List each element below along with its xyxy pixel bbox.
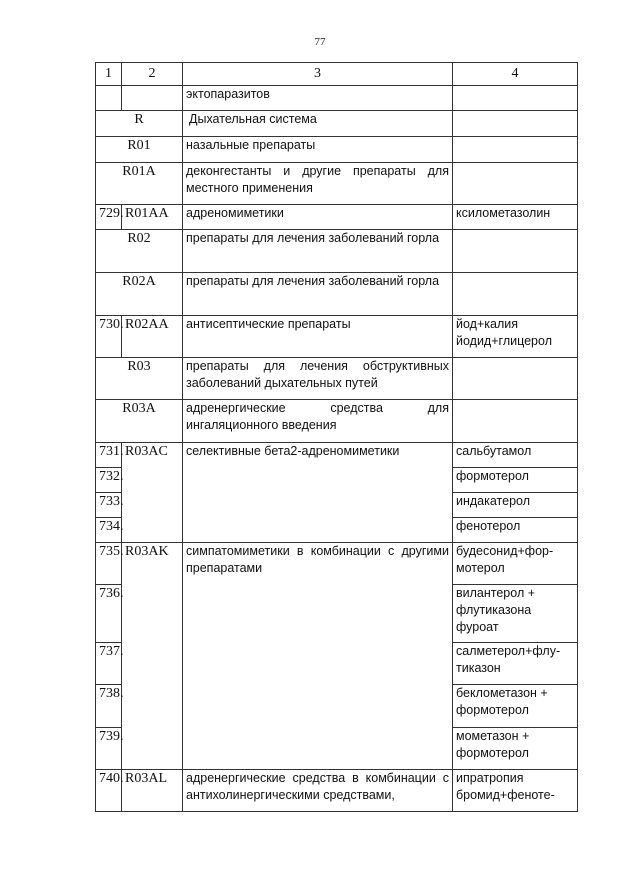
drug-name: мометазон + формотерол bbox=[453, 728, 578, 770]
row-number: 737. bbox=[96, 643, 122, 685]
group-description: селективные бета2-адреномиметики bbox=[183, 443, 453, 543]
table-row bbox=[96, 205, 578, 230]
atc-code: R03A bbox=[96, 400, 183, 443]
drug-name: йод+калия йодид+глицерол bbox=[453, 316, 578, 358]
atc-code: R02 bbox=[96, 230, 183, 273]
row-number: 732. bbox=[96, 468, 122, 493]
row-number: 739. bbox=[96, 728, 122, 770]
table-row bbox=[96, 770, 578, 812]
drug-name: беклометазон + формотерол bbox=[453, 685, 578, 728]
header-col-3: 3 bbox=[183, 63, 453, 86]
atc-code: R03 bbox=[96, 358, 183, 400]
atc-code: R03AL bbox=[122, 770, 183, 812]
drug-name: будесонид+фор-мотерол bbox=[453, 543, 578, 585]
group-description: препараты для лечения обструктивных заболеваний дыхательных путей bbox=[183, 358, 453, 400]
table-row bbox=[96, 400, 578, 443]
table-row bbox=[96, 163, 578, 205]
drug-name bbox=[453, 273, 578, 316]
atc-code: R01AA bbox=[122, 205, 183, 230]
drug-name: сальбутамол bbox=[453, 443, 578, 468]
group-description: назальные препараты bbox=[183, 137, 453, 163]
group-description: Дыхательная система bbox=[183, 111, 453, 137]
drug-name bbox=[453, 358, 578, 400]
group-description: антисептические препараты bbox=[183, 316, 453, 358]
header-col-2: 2 bbox=[122, 63, 183, 86]
group-description: эктопаразитов bbox=[183, 86, 453, 111]
table-row bbox=[96, 230, 578, 273]
drug-name: вилантерол + флутиказона фуроат bbox=[453, 585, 578, 643]
drug-name: ксилометазолин bbox=[453, 205, 578, 230]
atc-code: R01A bbox=[96, 163, 183, 205]
drug-name bbox=[453, 163, 578, 205]
atc-code: R01 bbox=[96, 137, 183, 163]
atc-code: R03AK bbox=[122, 543, 183, 770]
drug-name: ипратропия бромид+феноте- bbox=[453, 770, 578, 812]
group-description: деконгестанты и другие препараты для местного применения bbox=[183, 163, 453, 205]
row-number: 729. bbox=[96, 205, 122, 230]
table-row bbox=[96, 111, 578, 137]
header-col-4: 4 bbox=[453, 63, 578, 86]
group-description: препараты для лечения заболеваний горла bbox=[183, 273, 453, 316]
group-description: адренергические средства для ингаляционного введения bbox=[183, 400, 453, 443]
row-number: 733. bbox=[96, 493, 122, 518]
drug-name: индакатерол bbox=[453, 493, 578, 518]
drug-name: салметерол+флу-тиказон bbox=[453, 643, 578, 685]
atc-code: R03AC bbox=[122, 443, 183, 543]
drug-name bbox=[453, 111, 578, 137]
row-number: 735. bbox=[96, 543, 122, 585]
row-number: 730. bbox=[96, 316, 122, 358]
atc-code: R02A bbox=[96, 273, 183, 316]
table-row bbox=[96, 137, 578, 163]
group-description: препараты для лечения заболеваний горла bbox=[183, 230, 453, 273]
drug-name bbox=[453, 86, 578, 111]
table-row bbox=[96, 316, 578, 358]
header-col-1: 1 bbox=[96, 63, 122, 86]
row-number: 734. bbox=[96, 518, 122, 543]
row-number: 736. bbox=[96, 585, 122, 643]
table-row bbox=[96, 358, 578, 400]
drug-name: формотерол bbox=[453, 468, 578, 493]
atc-code: R bbox=[96, 111, 183, 137]
page-number: 77 bbox=[314, 36, 326, 48]
drug-name: фенотерол bbox=[453, 518, 578, 543]
table-row bbox=[96, 543, 578, 585]
drug-name bbox=[453, 400, 578, 443]
table-row bbox=[96, 273, 578, 316]
atc-code: R02AA bbox=[122, 316, 183, 358]
group-description: адренергические средства в комбинации с антихолинергическими средствами, bbox=[183, 770, 453, 812]
drug-name bbox=[453, 230, 578, 273]
table-row bbox=[96, 443, 578, 468]
group-description: симпатомиметики в комбинации с другими препаратами bbox=[183, 543, 453, 770]
drug-name bbox=[453, 137, 578, 163]
atc-code bbox=[122, 86, 183, 111]
drug-table bbox=[95, 62, 578, 812]
group-description: адреномиметики bbox=[183, 205, 453, 230]
row-number: 731. bbox=[96, 443, 122, 468]
table-row bbox=[96, 86, 578, 111]
row-number: 738. bbox=[96, 685, 122, 728]
row-number: 740. bbox=[96, 770, 122, 812]
row-number bbox=[96, 86, 122, 111]
table-header-row bbox=[96, 63, 578, 86]
